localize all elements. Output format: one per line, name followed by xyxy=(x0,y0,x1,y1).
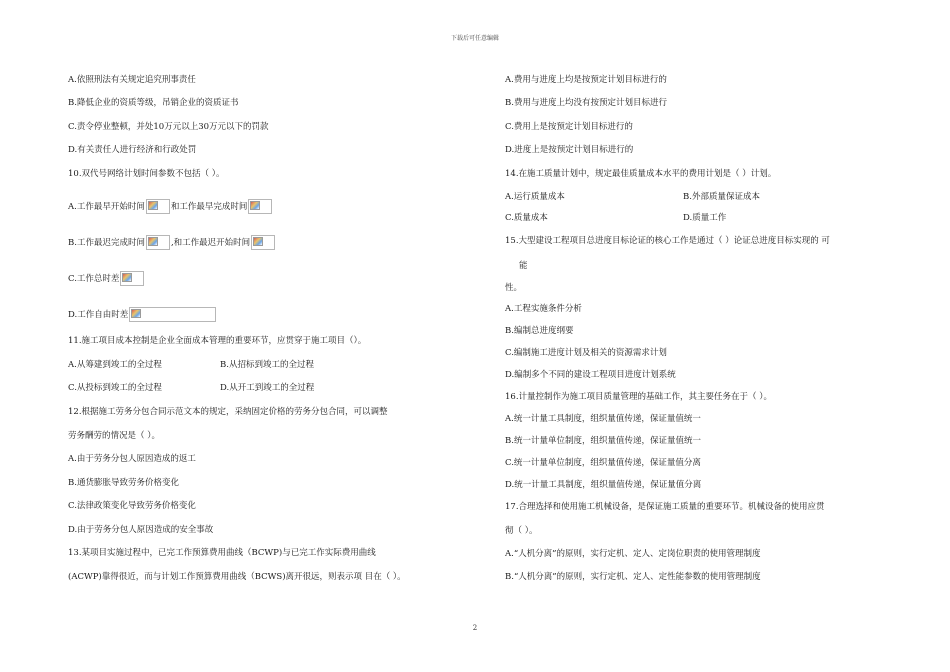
q12-option-d: D.由于劳务分包人原因造成的安全事故 xyxy=(68,525,214,535)
formula-image-icon xyxy=(146,199,170,214)
q10-option-d xyxy=(68,307,217,322)
q10-option-c-text: C.工作总时差 xyxy=(68,274,120,284)
q10-option-d-text: D.工作自由时差 xyxy=(68,310,129,320)
q9-option-d: D.有关责任人进行经济和行政处罚 xyxy=(68,145,197,155)
q11-option-c: C.从投标到竣工的全过程 xyxy=(68,383,162,393)
q10-option-c xyxy=(68,271,145,286)
q10-option-b-part1: B.工作最迟完成时间 xyxy=(68,238,145,248)
q11-stem: 11.施工项目成本控制是企业全面成本管理的重要环节，应贯穿于施工项目（）。 xyxy=(68,336,367,346)
q15-stem-line3: 性。 xyxy=(505,283,523,293)
q12-stem-line2: 劳务酬劳的情况是（ ）。 xyxy=(68,431,160,441)
q12-option-c: C.法律政策变化导致劳务价格变化 xyxy=(68,501,196,511)
q15-option-d: D.编制多个不同的建设工程项目进度计划系统 xyxy=(505,370,676,380)
q13-option-d: D.进度上是按预定计划目标进行的 xyxy=(505,145,634,155)
q13-stem-line2: (ACWP)靠得很近，而与计划工作预算费用曲线（BCWS)离开很远，则表示项 目在（ ）。 xyxy=(68,572,406,582)
q15-option-c: C.编制施工进度计划及相关的资源需求计划 xyxy=(505,348,667,358)
q10-option-b-part2: ,和工作最迟开始时间 xyxy=(170,238,251,248)
q14-option-c: C.质量成本 xyxy=(505,213,548,223)
q17-stem-line2: 彻（ ）。 xyxy=(505,526,538,536)
q14-option-b: B.外部质量保证成本 xyxy=(683,192,760,202)
q13-stem-line1: 13.某项目实施过程中，已完工作预算费用曲线（BCWP)与已完工作实际费用曲线 xyxy=(68,548,376,558)
q11-option-b: B.从招标到竣工的全过程 xyxy=(220,360,314,370)
q16-option-d: D.统一计量工具制度，组织量值传递，保证量值分离 xyxy=(505,480,702,490)
formula-image-icon xyxy=(120,271,144,286)
q10-stem: 10.双代号网络计划时间参数不包括（ ）。 xyxy=(68,169,225,179)
q9-option-c: C.责令停业整顿，并处10万元以上30万元以下的罚款 xyxy=(68,122,269,132)
q15-option-b: B.编制总进度纲要 xyxy=(505,326,574,336)
formula-image-icon xyxy=(251,235,275,250)
formula-image-icon xyxy=(129,307,216,322)
q10-option-a xyxy=(68,199,273,214)
q13-option-c: C.费用上是按预定计划目标进行的 xyxy=(505,122,633,132)
q14-option-d: D.质量工作 xyxy=(683,213,727,223)
q16-option-c: C.统一计量单位制度，组织量值传递，保证量值分离 xyxy=(505,458,701,468)
page-header: 下载后可任意编辑 xyxy=(450,35,499,42)
q15-option-a: A.工程实施条件分析 xyxy=(505,304,582,314)
q9-option-a: A.依照刑法有关规定追究刑事责任 xyxy=(68,75,196,85)
q16-option-a: A.统一计量工具制度，组织量值传递，保证量值统一 xyxy=(505,414,701,424)
formula-image-icon xyxy=(248,199,272,214)
q17-stem-line1: 17.合理选择和使用施工机械设备，是保证施工质量的重要环节。机械设备的使用应贯 xyxy=(505,502,825,512)
q10-option-a-part1: A.工作最早开始时间 xyxy=(68,202,145,212)
q11-option-d: D.从开工到竣工的全过程 xyxy=(220,383,315,393)
q13-option-a: A.费用与进度上均是按预定计划目标进行的 xyxy=(505,75,667,85)
q17-option-b: B.“人机分离”的原则，实行定机、定人、定性能参数的使用管理制度 xyxy=(505,572,761,582)
q16-option-b: B.统一计量单位制度，组织量值传递，保证量值统一 xyxy=(505,436,701,446)
q15-stem-line1: 15.大型建设工程项目总进度目标论证的核心工作是通过（ ）论证总进度目标实现的 可 xyxy=(505,236,830,246)
q10-option-b xyxy=(68,235,276,250)
q16-stem: 16.计量控制作为施工项目质量管理的基础工作，其主要任务在于（ ）。 xyxy=(505,392,772,402)
q13-option-b: B.费用与进度上均没有按预定计划目标进行 xyxy=(505,98,667,108)
page-number: 2 xyxy=(472,624,478,632)
q12-option-b: B.通货膨胀导致劳务价格变化 xyxy=(68,478,179,488)
q11-option-a: A.从筹建到竣工的全过程 xyxy=(68,360,162,370)
q12-stem-line1: 12.根据施工劳务分包合同示范文本的规定，采纳固定价格的劳务分包合同，可以调整 xyxy=(68,407,388,417)
q14-option-a: A.运行质量成本 xyxy=(505,192,565,202)
q12-option-a: A.由于劳务分包人原因造成的返工 xyxy=(68,454,196,464)
q10-option-a-part2: 和工作最早完成时间 xyxy=(170,202,248,212)
q17-option-a: A.“人机分离”的原则，实行定机、定人、定岗位职责的使用管理制度 xyxy=(505,549,761,559)
q15-stem-line2: 能 xyxy=(519,261,528,271)
formula-image-icon xyxy=(146,235,170,250)
q14-stem: 14.在施工质量计划中，规定最佳质量成本水平的费用计划是（ ）计划。 xyxy=(505,169,777,179)
q9-option-b: B.降低企业的资质等级，吊销企业的资质证书 xyxy=(68,98,239,108)
